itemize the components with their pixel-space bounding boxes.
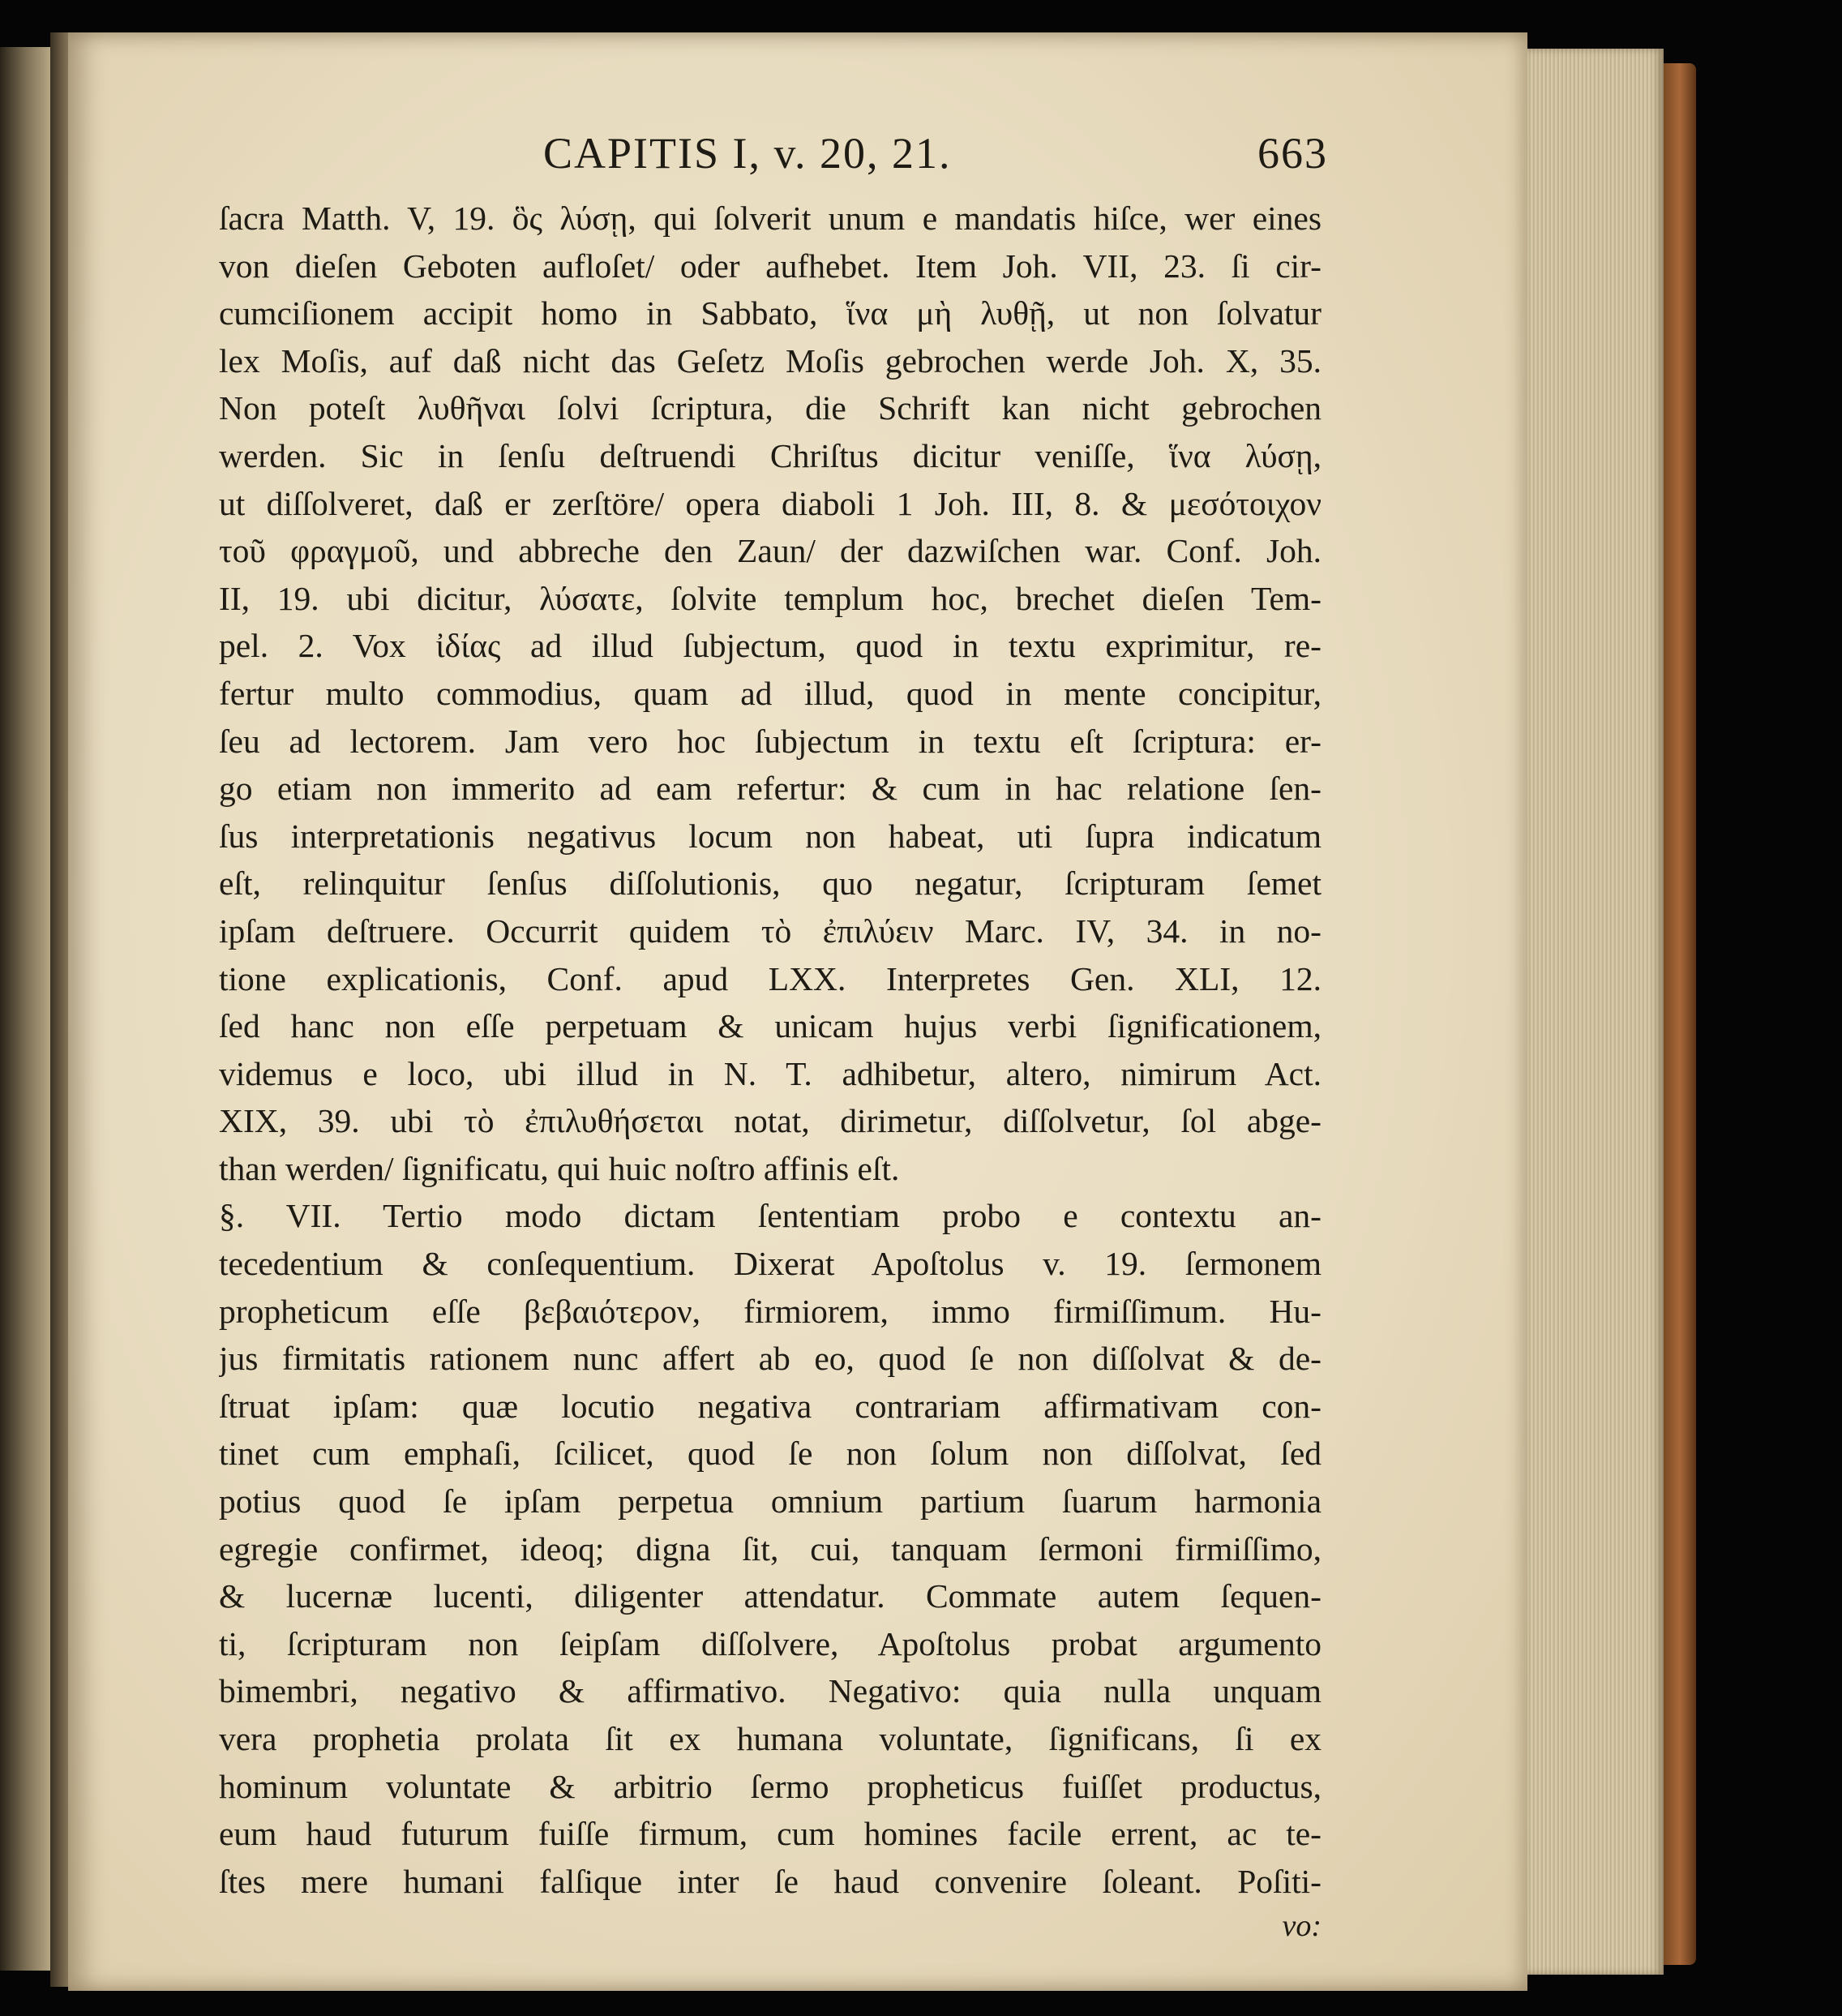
running-title: CAPITIS I, v. 20, 21. (543, 129, 952, 178)
text-line: tione explicationis, Conf. apud LXX. Interpretes Gen. XLI, 12. (219, 959, 1322, 997)
text-line: propheticum eſſe βεβαιότερον, firmiorem, immo firmiſſimum. Hu- (219, 1292, 1322, 1330)
text-line: lex Moſis, auf daß nicht das Geſetz Moſis gebrochen werde Joh. X, 35. (219, 341, 1322, 380)
page-number: 663 (1257, 129, 1328, 178)
text-line: than werden/ ſignificatu, qui huic noſtro affinis eſt. (219, 1149, 900, 1187)
running-head (219, 122, 1328, 195)
catchword: vo: (1282, 1909, 1322, 1944)
text-line: & lucernæ lucenti, diligenter attendatur. Commate autem ſequen- (219, 1577, 1322, 1615)
text-line: ti, ſcripturam non ſeipſam diſſolvere, Apoſtolus probat argumento (219, 1624, 1322, 1662)
text-line: ſtruat ipſam: quæ locutio negativa contrariam affirmativam con- (219, 1387, 1322, 1425)
text-line: potius quod ſe ipſam perpetua omnium partium ſuarum harmonia (219, 1482, 1322, 1521)
text-line: hominum voluntate & arbitrio ſermo propheticus fuiſſet productus, (219, 1767, 1322, 1805)
text-line: tecedentium & conſequentium. Dixerat Apoſtolus v. 19. ſermonem (219, 1245, 1322, 1283)
text-line: videmus e loco, ubi illud in N. T. adhibetur, altero, nimirum Act. (219, 1054, 1322, 1092)
text-line: ſtes mere humani falſique inter ſe haud convenire ſoleant. Poſiti- (219, 1862, 1322, 1900)
leather-cover-edge (1664, 63, 1696, 1965)
text-line: ut diſſolveret, daß er zerſtöre/ opera diaboli 1 Joh. III, 8. & μεσότοιχον (219, 484, 1322, 522)
text-line: werden. Sic in ſenſu deſtruendi Chriſtus dicitur veniſſe, ἵνα λύσῃ, (219, 436, 1322, 474)
text-line: ſed hanc non eſſe perpetuam & unicam hujus verbi ſignificationem, (219, 1007, 1322, 1045)
text-line: vera prophetia prolata ſit ex humana voluntate, ſignificans, ſi ex (219, 1720, 1322, 1757)
text-line: Non poteſt λυθῆναι ſolvi ſcriptura, die Schrift kan nicht gebrochen (219, 389, 1322, 427)
text-line: tinet cum emphaſi, ſcilicet, quod ſe non ſolum non diſſolvat, ſed (219, 1435, 1322, 1473)
stacked-page-edges (1527, 49, 1664, 1975)
page-text-block (219, 122, 1328, 1944)
text-line: fertur multo commodius, quam ad illud, quod in mente concipitur, (219, 674, 1322, 712)
text-line: ſacra Matth. V, 19. ὃς λύσῃ, qui ſolverit unum e mandatis hiſce, wer eines (219, 199, 1322, 237)
text-line: ipſam deſtruere. Occurrit quidem τὸ ἐπιλύειν Marc. IV, 34. in no- (219, 911, 1322, 950)
text-line: bimembri, negativo & affirmativo. Negativo: quia nulla unquam (219, 1672, 1322, 1710)
text-line: eum haud futurum fuiſſe firmum, cum homines facile errent, ac te- (219, 1815, 1322, 1853)
text-line: pel. 2. Vox ἰδίας ad illud ſubjectum, quod in textu exprimitur, re- (219, 627, 1322, 665)
text-line: go etiam non immerito ad eam refertur: & cum in hac relatione ſen- (219, 770, 1322, 808)
text-line: von dieſen Geboten aufloſet/ oder aufhebet. Item Joh. VII, 23. ſi cir- (219, 247, 1322, 285)
text-line: ſeu ad lectorem. Jam vero hoc ſubjectum in textu eſt ſcriptura: er- (219, 722, 1322, 760)
text-line: ſus interpretationis negativus locum non habeat, uti ſupra indicatum (219, 817, 1322, 855)
text-line: cumciſionem accipit homo in Sabbato, ἵνα μὴ λυθῇ, ut non ſolvatur (219, 294, 1322, 332)
text-line: XIX, 39. ubi τὸ ἐπιλυθήσεται notat, dirimetur, diſſolvetur, ſol abge- (219, 1102, 1322, 1140)
text-line: §. VII. Tertio modo dictam ſententiam probo e contextu an- (219, 1197, 1322, 1235)
body-text (219, 195, 1322, 1905)
text-line: τοῦ φραγμοῦ, und abbreche den Zaun/ der dazwiſchen war. Conf. Joh. (219, 532, 1322, 570)
text-line: jus firmitatis rationem nunc affert ab eo, quod ſe non diſſolvat & de- (219, 1340, 1322, 1378)
text-line: eſt, relinquitur ſenſus diſſolutionis, quo negatur, ſcripturam ſemet (219, 864, 1322, 903)
text-line: II, 19. ubi dicitur, λύσατε, ſolvite templum hoc, brechet dieſen Tem- (219, 579, 1322, 617)
text-line: egregie confirmet, ideoq; digna ſit, cui, tanquam ſermoni firmiſſimo, (219, 1529, 1322, 1568)
